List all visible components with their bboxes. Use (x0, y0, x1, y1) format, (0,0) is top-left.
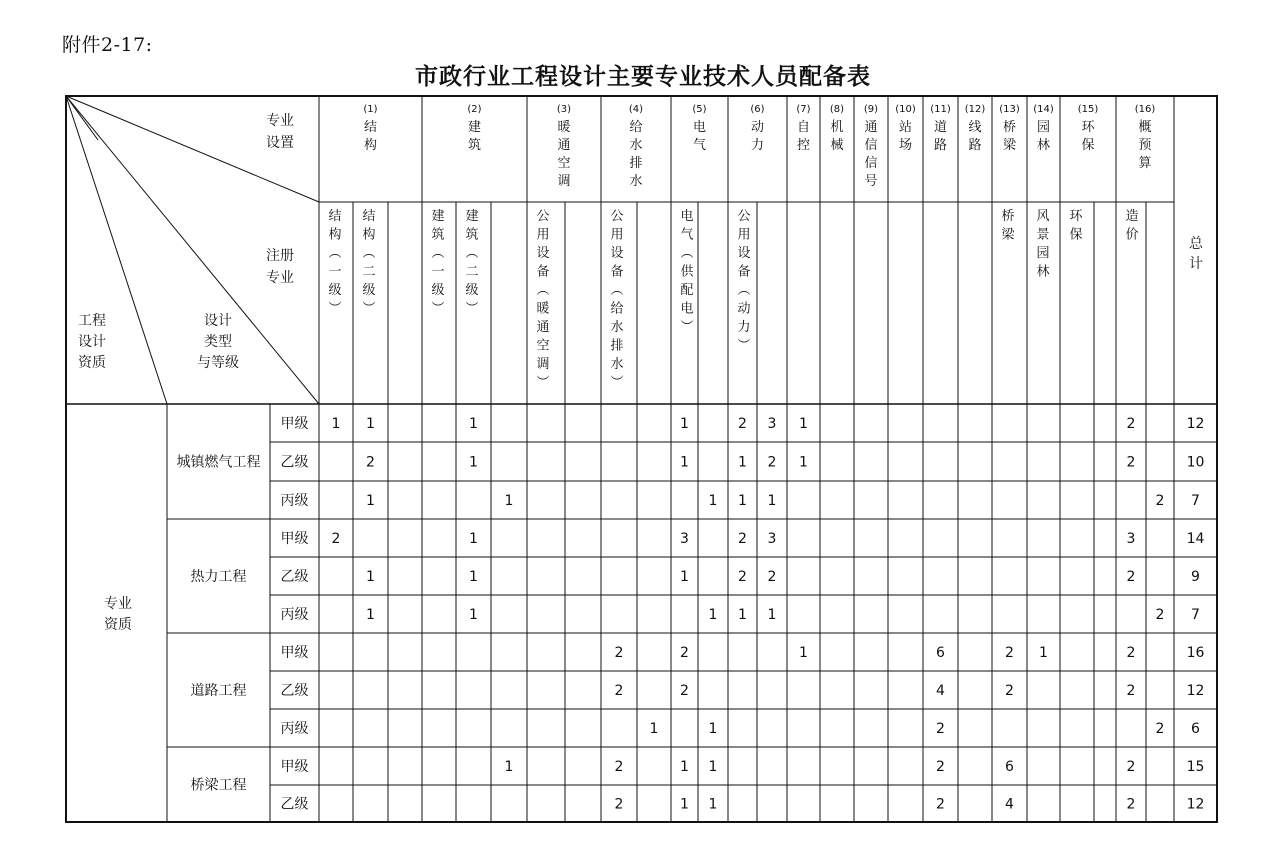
registered-specialty-char: 公 (536, 209, 550, 224)
registered-specialty-char: 园 (1036, 246, 1050, 261)
registered-specialty-char: 备 (737, 264, 751, 280)
registered-specialty-char: 用 (536, 227, 550, 243)
cell-value: 2 (331, 531, 341, 547)
cell-value: 1 (799, 454, 808, 471)
table-title: 市政行业工程设计主要专业技术人员配备表 (415, 64, 871, 90)
specialty-name: 路 (933, 138, 948, 153)
corner-label-qualification: 工程 (78, 313, 106, 329)
cell-value: 1 (504, 759, 514, 775)
registered-specialty-char: ︶ (328, 301, 342, 317)
specialty-number: (5) (692, 104, 707, 115)
registered-specialty-char: 级 (328, 283, 342, 298)
cell-value: 1 (649, 721, 659, 737)
registered-specialty-char: ︶ (610, 375, 624, 391)
row-total: 16 (1186, 645, 1205, 661)
cell-value: 2 (1005, 683, 1014, 699)
specialty-name: 暖 (557, 120, 571, 135)
specialty-name: 建 (467, 120, 482, 135)
cell-value: 3 (767, 416, 777, 432)
registered-specialty-char: 动 (737, 301, 751, 317)
corner-label-specialty: 专业 (266, 113, 294, 129)
specialty-name: 算 (1138, 156, 1152, 171)
specialty-name: 园 (1036, 120, 1051, 135)
specialty-name: 构 (363, 138, 378, 153)
registered-specialty-char: 公 (610, 209, 624, 224)
specialty-name: 线 (968, 120, 982, 135)
specialty-number: (15) (1077, 104, 1099, 115)
row-total: 7 (1191, 607, 1200, 623)
specialty-number: (14) (1033, 104, 1054, 115)
cell-value: 2 (936, 721, 945, 737)
attachment-label: 附件2-17: (62, 34, 153, 56)
cell-value: 2 (1155, 607, 1165, 623)
specialty-name: 林 (1036, 138, 1051, 153)
cell-value: 2 (1126, 645, 1136, 661)
specialty-name: 排 (629, 156, 643, 171)
cell-value: 1 (469, 569, 478, 585)
specialty-name: 自 (796, 120, 811, 135)
total-header: 计 (1189, 256, 1203, 272)
registered-specialty-char: 建 (431, 209, 445, 224)
cell-value: 1 (708, 721, 718, 737)
cell-value: 2 (767, 569, 777, 585)
registered-specialty-char: 价 (1125, 227, 1139, 243)
cell-value: 6 (936, 645, 945, 661)
cell-value: 1 (680, 416, 689, 432)
registered-specialty-char: 一 (431, 264, 445, 280)
cell-value: 1 (680, 454, 689, 471)
cell-value: 2 (1126, 569, 1136, 585)
registered-specialty-char: 供 (680, 264, 694, 280)
cell-value: 2 (936, 796, 945, 813)
grade-label: 乙级 (280, 796, 309, 813)
registered-specialty-char: 风 (1036, 209, 1050, 224)
specialty-name: 气 (692, 138, 707, 153)
cell-value: 1 (708, 607, 718, 623)
registered-specialty-char: 级 (431, 283, 445, 298)
cell-value: 1 (738, 493, 747, 509)
specialty-name: 械 (830, 138, 844, 153)
cell-value: 1 (680, 796, 689, 813)
cell-value: 1 (767, 607, 777, 623)
registered-specialty-char: 桥 (1001, 209, 1015, 224)
grade-label: 甲级 (280, 759, 309, 775)
registered-specialty-char: 景 (1036, 227, 1050, 243)
cell-value: 2 (767, 454, 777, 471)
specialty-name: 筑 (467, 138, 482, 153)
registered-specialty-char: 设 (536, 246, 550, 261)
corner-label-design-type: 类型 (204, 334, 232, 350)
registered-specialty-char: 级 (465, 283, 479, 298)
specialty-name: 控 (796, 138, 811, 153)
cell-value: 1 (469, 531, 478, 547)
corner-label-design-type: 设计 (204, 313, 232, 329)
specialty-name: 机 (830, 120, 844, 135)
specialty-number: (13) (999, 104, 1020, 115)
cell-value: 2 (614, 645, 624, 661)
row-total: 14 (1186, 531, 1205, 547)
registered-specialty-char: 设 (737, 246, 751, 261)
specialty-name: 梁 (1002, 138, 1017, 153)
specialty-name: 给 (629, 120, 643, 135)
cell-value: 1 (708, 796, 718, 813)
registered-specialty-char: 暖 (536, 301, 550, 317)
registered-specialty-char: 给 (610, 301, 624, 317)
total-header: 总 (1189, 236, 1203, 252)
registered-specialty-char: ︶ (680, 320, 694, 335)
registered-specialty-char: 林 (1036, 264, 1050, 280)
registered-specialty-char: 结 (362, 209, 376, 224)
project-type-name: 城镇燃气工程 (176, 454, 261, 471)
corner-label-registered: 专业 (266, 270, 294, 286)
cell-value: 4 (936, 683, 945, 699)
registered-specialty-char: ︵ (610, 283, 624, 298)
specialty-name: 空 (557, 156, 571, 171)
row-total: 15 (1186, 759, 1205, 775)
grade-label: 乙级 (280, 683, 309, 699)
registered-specialty-char: 电 (680, 301, 694, 317)
specialty-number: (7) (796, 104, 811, 115)
grade-label: 丙级 (280, 493, 309, 509)
specialty-name: 场 (898, 138, 913, 153)
registered-specialty-char: 水 (610, 320, 624, 335)
specialty-number: (10) (895, 104, 916, 115)
cell-value: 2 (1126, 796, 1136, 813)
cell-value: 2 (366, 454, 375, 471)
registered-specialty-char: 设 (610, 246, 624, 261)
cell-value: 2 (1155, 721, 1165, 737)
registered-specialty-char: 配 (680, 283, 694, 298)
cell-value: 1 (708, 759, 718, 775)
cell-value: 3 (1126, 531, 1136, 547)
row-total: 9 (1191, 569, 1200, 585)
cell-value: 2 (738, 416, 747, 432)
cell-value: 2 (1155, 493, 1165, 509)
cell-value: 1 (680, 759, 689, 775)
row-total: 12 (1186, 416, 1205, 432)
cell-value: 2 (614, 759, 624, 775)
registered-specialty-char: ︶ (465, 301, 479, 317)
cell-value: 1 (504, 493, 514, 509)
registered-specialty-char: 备 (610, 264, 624, 280)
row-total: 7 (1191, 493, 1200, 509)
cell-value: 3 (680, 531, 689, 547)
specialty-name: 信 (864, 156, 878, 171)
registered-specialty-char: 公 (737, 209, 751, 224)
specialty-name: 预 (1138, 138, 1152, 153)
specialty-number: (12) (964, 104, 986, 115)
specialty-name: 道 (933, 120, 948, 135)
cell-value: 6 (1005, 759, 1014, 775)
cell-value: 2 (1126, 683, 1136, 699)
cell-value: 2 (680, 683, 689, 699)
cell-value: 1 (738, 454, 747, 471)
registered-specialty-char: 备 (536, 264, 550, 280)
specialty-name: 路 (968, 138, 982, 153)
grade-label: 丙级 (280, 721, 309, 737)
registered-specialty-char: 一 (328, 264, 342, 280)
registered-specialty-char: 通 (536, 320, 550, 335)
cell-value: 2 (614, 796, 624, 813)
registered-specialty-char: ︵ (680, 246, 694, 261)
registered-specialty-char: 造 (1125, 209, 1139, 224)
registered-specialty-char: ︶ (536, 375, 550, 391)
grade-label: 甲级 (280, 416, 309, 432)
cell-value: 1 (799, 416, 808, 432)
cell-value: 2 (680, 645, 689, 661)
registered-specialty-char: 级 (362, 283, 376, 298)
specialty-name: 结 (363, 120, 378, 135)
registered-specialty-char: 调 (536, 357, 550, 372)
specialty-name: 概 (1138, 120, 1152, 135)
specialty-number: (1) (363, 104, 378, 115)
cell-value: 1 (767, 493, 777, 509)
specialty-number: (11) (930, 104, 951, 115)
row-total: 6 (1191, 721, 1200, 737)
cell-value: 1 (680, 569, 689, 585)
registered-specialty-char: ︶ (362, 301, 376, 317)
specialty-name: 通 (557, 138, 571, 153)
corner-label-design-type: 与等级 (197, 355, 239, 371)
registered-specialty-char: 气 (680, 227, 694, 243)
cell-value: 1 (799, 645, 808, 661)
cell-value: 2 (738, 531, 747, 547)
project-type-name: 道路工程 (190, 683, 247, 699)
specialty-name: 电 (692, 120, 707, 135)
cell-value: 1 (469, 416, 478, 432)
grade-label: 甲级 (280, 645, 309, 661)
registered-specialty-char: 筑 (465, 227, 479, 243)
cell-value: 1 (708, 493, 718, 509)
corner-label-specialty: 设置 (266, 135, 294, 151)
row-total: 10 (1186, 454, 1205, 471)
cell-value: 2 (738, 569, 747, 585)
row-total: 12 (1186, 796, 1205, 813)
cell-value: 2 (1126, 759, 1136, 775)
registered-specialty-char: ︵ (737, 283, 751, 298)
specialty-name: 调 (557, 174, 571, 189)
project-type-name: 热力工程 (190, 569, 247, 585)
registered-specialty-char: 梁 (1001, 227, 1015, 243)
row-total: 12 (1186, 683, 1205, 699)
cell-value: 1 (738, 607, 747, 623)
specialty-name: 号 (864, 174, 878, 189)
corner-label-qualification: 设计 (78, 334, 106, 350)
cell-value: 2 (1005, 645, 1014, 661)
registered-specialty-char: 二 (362, 264, 376, 280)
registered-specialty-char: ︵ (536, 283, 550, 298)
cell-value: 1 (469, 454, 478, 471)
grade-label: 乙级 (280, 454, 309, 471)
grade-label: 乙级 (280, 569, 309, 585)
registered-specialty-char: 构 (362, 227, 376, 243)
registered-specialty-char: ︵ (362, 246, 376, 261)
registered-specialty-char: 环 (1069, 209, 1083, 224)
specialty-name: 站 (898, 120, 913, 135)
cell-value: 1 (331, 416, 341, 432)
registered-specialty-char: ︶ (737, 338, 751, 354)
cell-value: 3 (767, 531, 777, 547)
registered-specialty-char: ︵ (431, 246, 445, 261)
specialty-name: 通 (864, 120, 878, 135)
cell-value: 4 (1005, 796, 1014, 813)
cell-value: 2 (614, 683, 624, 699)
registered-specialty-char: 建 (465, 209, 479, 224)
registered-specialty-char: 用 (737, 227, 751, 243)
registered-specialty-char: ︶ (431, 301, 445, 317)
registered-specialty-char: 筑 (431, 227, 445, 243)
specialty-number: (6) (750, 104, 765, 115)
cell-value: 1 (366, 493, 375, 509)
registered-specialty-char: 构 (328, 227, 342, 243)
registered-specialty-char: 二 (465, 264, 479, 280)
corner-label-qualification: 资质 (78, 355, 106, 371)
corner-label-registered: 注册 (266, 248, 294, 264)
registered-specialty-char: 保 (1069, 227, 1083, 243)
specialty-name: 环 (1081, 120, 1095, 135)
cell-value: 2 (1126, 454, 1136, 471)
specialty-number: (9) (863, 104, 879, 115)
project-type-name: 桥梁工程 (190, 777, 247, 794)
registered-specialty-char: 电 (680, 209, 694, 224)
specialty-name: 保 (1081, 138, 1095, 153)
registered-specialty-char: ︵ (328, 246, 342, 261)
specialty-name: 信 (864, 138, 878, 153)
cell-value: 1 (366, 416, 375, 432)
cell-value: 1 (469, 607, 478, 623)
specialty-name: 水 (629, 138, 643, 153)
specialty-name: 桥 (1002, 120, 1017, 135)
specialty-number: (16) (1134, 104, 1156, 115)
registered-specialty-char: 水 (610, 357, 624, 372)
specialty-number: (4) (628, 104, 644, 115)
grade-label: 丙级 (280, 607, 309, 623)
registered-specialty-char: 力 (737, 320, 751, 335)
cell-value: 1 (366, 607, 375, 623)
registered-specialty-char: 用 (610, 227, 624, 243)
grade-label: 甲级 (280, 531, 309, 547)
registered-specialty-char: ︵ (465, 246, 479, 261)
registered-specialty-char: 结 (328, 209, 342, 224)
cell-value: 1 (366, 569, 375, 585)
specialty-number: (8) (829, 104, 845, 115)
specialty-name: 水 (629, 174, 643, 189)
cell-value: 2 (1126, 416, 1136, 432)
registered-specialty-char: 空 (536, 338, 550, 354)
specialty-number: (2) (467, 104, 482, 115)
registered-specialty-char: 排 (610, 338, 624, 354)
specialty-number: (3) (556, 104, 572, 115)
qualification-type: 专业 (104, 596, 132, 612)
cell-value: 1 (1039, 645, 1048, 661)
specialty-name: 动 (750, 120, 765, 135)
specialty-name: 力 (750, 138, 765, 153)
cell-value: 2 (936, 759, 945, 775)
qualification-type: 资质 (104, 617, 132, 633)
